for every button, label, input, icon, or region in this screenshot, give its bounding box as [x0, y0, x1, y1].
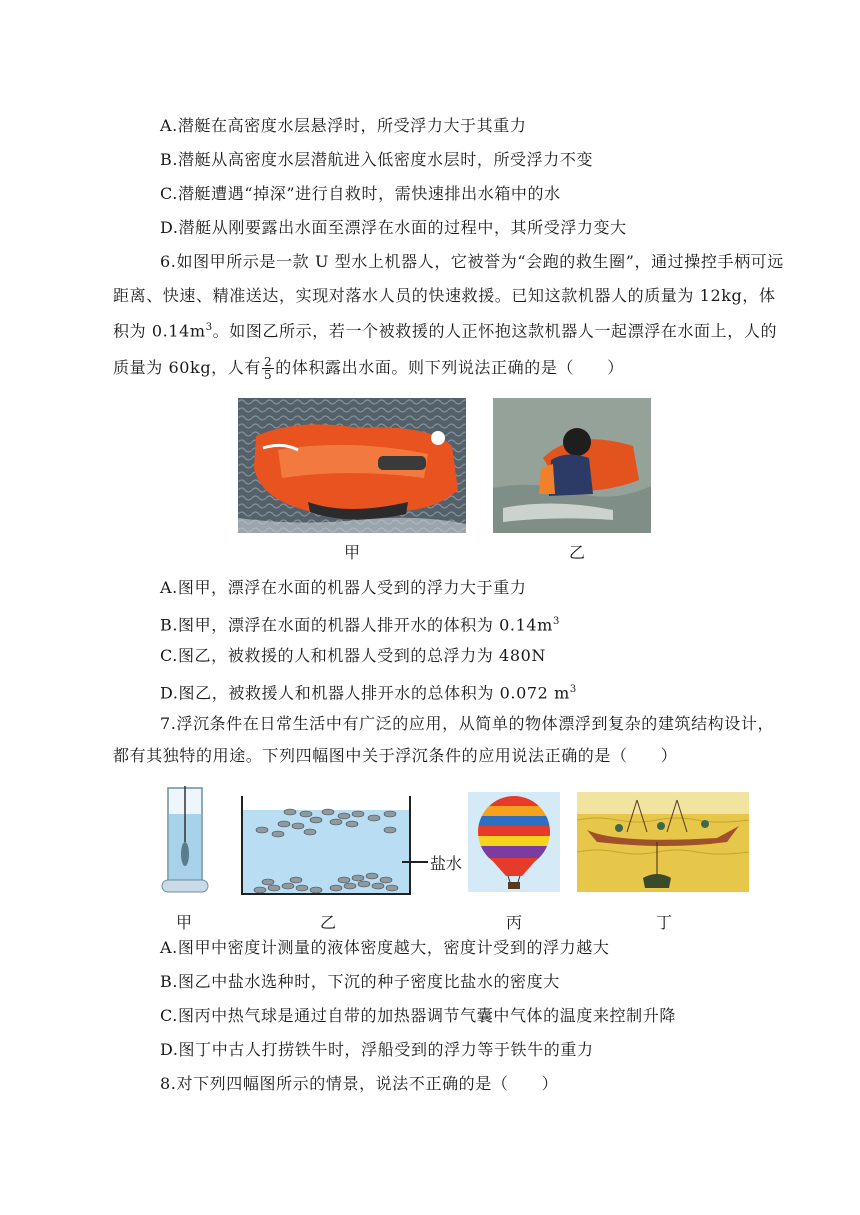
hydrometer-diagram: [158, 784, 212, 896]
q7-option-d: D.图丁中古人打捞铁牛时，浮船受到的浮力等于铁牛的重力: [160, 1040, 594, 1059]
q6-option-b: B.图甲，漂浮在水面的机器人排开水的体积为 $0.14m^3$: [160, 615, 560, 635]
q6-line-2: 距离、快速、精准送达，实现对落水人员的快速救援。已知这款机器人的质量为 12kg，体: [113, 286, 776, 305]
iron-ox-salvage-illustration: [577, 792, 749, 892]
q6-line-1: 6.如图甲所示是一款 U 型水上机器人，它被誉为“会跑的救生圈”，通过操控手柄可远: [160, 252, 784, 271]
fraction-two-fifths: $\frac{2}{5}$: [263, 355, 273, 382]
q5-option-d: D.潜艇从刚要露出水面至漂浮在水面的过程中，其所受浮力变大: [160, 218, 627, 237]
rescue-person-photo: [493, 398, 651, 533]
saltwater-label: 盐水: [430, 854, 463, 873]
q7-caption-jia: 甲: [175, 913, 192, 932]
q5-option-c: C.潜艇遭遇“掉深”进行自救时，需快速排出水箱中的水: [160, 184, 561, 203]
q6-option-a: A.图甲，漂浮在水面的机器人受到的浮力大于重力: [160, 578, 527, 597]
figure-caption-yi: 乙: [568, 543, 585, 562]
q8-line-1: 8.对下列四幅图所示的情景，说法不正确的是（ ）: [160, 1074, 559, 1093]
q5-option-b: B.潜艇从高密度水层潜航进入低密度水层时，所受浮力不变: [160, 150, 594, 169]
q7-caption-yi: 乙: [319, 913, 336, 932]
q5-option-a: A.潜艇在高密度水层悬浮时，所受浮力大于其重力: [160, 116, 527, 135]
q7-caption-bing: 丙: [505, 913, 522, 932]
rescue-robot-photo: [238, 398, 466, 533]
figure-caption-jia: 甲: [343, 543, 360, 562]
q7-option-b: B.图乙中盐水选种时，下沉的种子密度比盐水的密度大: [160, 972, 560, 991]
q7-option-a: A.图甲中密度计测量的液体密度越大，密度计受到的浮力越大: [160, 938, 610, 957]
q6-line-3: 积为 $0.14m^3$。如图乙所示，若一个被救援的人正怀抱这款机器人一起漂浮在水面上，人的: [113, 321, 778, 341]
q7-line-1: 7.浮沉条件在日常生活中有广泛的应用，从简单的物体漂浮到复杂的建筑结构设计，: [160, 714, 775, 733]
q7-caption-ding: 丁: [655, 913, 672, 932]
q6-line-4: 质量为 60kg，人有 $\frac{2}{5}$ 的体积露出水面。则下列说法正确的是（ ）: [113, 355, 624, 382]
saltwater-pointer: [402, 861, 428, 863]
q6-option-d: D.图乙，被救援人和机器人排开水的总体积为 0.072 $m^3$: [160, 683, 577, 703]
q7-line-2: 都有其独特的用途。下列四幅图中关于浮沉条件的应用说法正确的是（ ）: [113, 746, 678, 765]
salt-water-seeds-diagram: [240, 796, 416, 896]
q6-option-c: C.图乙，被救援的人和机器人受到的总浮力为 480N: [160, 646, 546, 665]
q7-option-c: C.图丙中热气球是通过自带的加热器调节气囊中气体的温度来控制升降: [160, 1006, 676, 1025]
hot-air-balloon-photo: [468, 792, 560, 892]
